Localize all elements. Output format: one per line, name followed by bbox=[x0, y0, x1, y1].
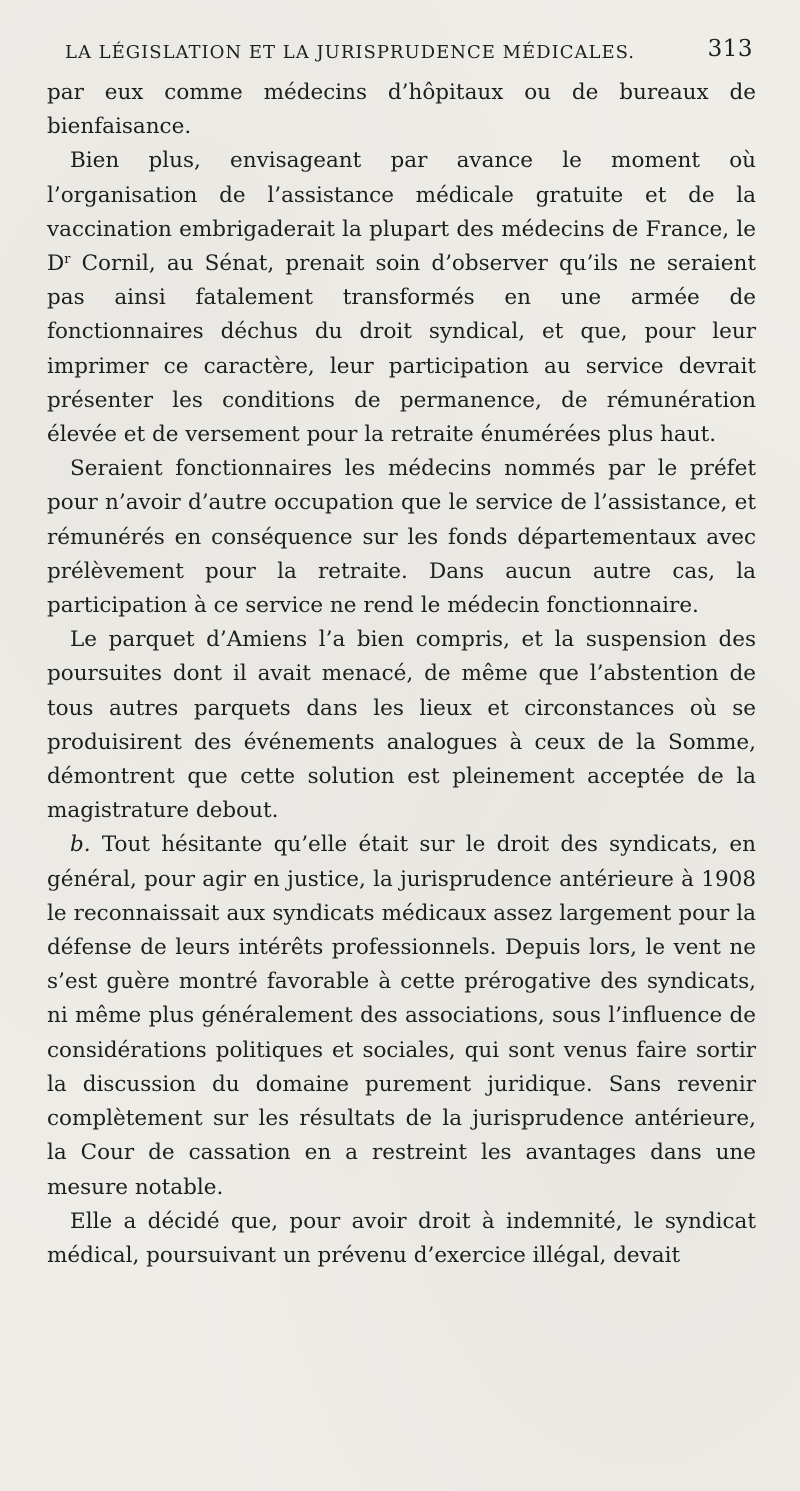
paragraph-text: Cornil, au Sénat, prenait soin d’observer qu’ils ne seraient pas ainsi fatalement transformés en une armée de fonctionnaires déchus du droit syndical, et que, pour leur imprimer ce caractère, leur participation au service devrait présenter les conditions de permanence, de rémunération élevée et de versement pour la retraite énumérées plus haut. bbox=[47, 251, 756, 448]
superscript: r bbox=[64, 252, 71, 268]
paragraph bbox=[47, 828, 756, 1204]
running-head bbox=[65, 36, 753, 66]
paragraph: Seraient fonctionnaires les médecins nommés par le préfet pour n’avoir d’autre occupation que le service de l’assistance, et rémunérés en conséquence sur les fonds départementaux avec prélèvement pour la retraite. Dans aucun autre cas, la participation à ce service ne rend le médecin fonctionnaire. bbox=[47, 456, 756, 619]
paragraph: par eux comme médecins d’hôpitaux ou de bureaux de bienfaisance. bbox=[47, 80, 756, 140]
paragraph: Le parquet d’Amiens l’a bien compris, et la suspension des poursuites dont il avait menacé, de même que l’abstention de tous autres parquets dans les lieux et circonstances où se produisirent des événements analogues à ceux de la Somme, démontrent que cette solution est pleinement acceptée de la magistrature debout. bbox=[47, 627, 756, 824]
paragraph-text: Tout hésitante qu’elle était sur le droit des syndicats, en général, pour agir en justice, la jurisprudence antérieure à 1908 le reconnaissait aux syndicats médicaux assez largement pour la défense de leurs intérêts professionnels. Depuis lors, le vent ne s’est guère montré favorable à cette prérogative des syndicats, ni même plus généralement des associations, sous l’influence de considérations politiques et sociales, qui sont venus faire sortir la discussion du domaine purement juridique. Sans revenir complètement sur les résultats de la jurisprudence antérieure, la Cour de cassation en a restreint les avantages dans une mesure notable. bbox=[47, 832, 756, 1200]
paragraph bbox=[47, 144, 756, 452]
body-text bbox=[47, 76, 756, 1273]
paragraph-text: Bien plus, envisageant par avance le moment où l’organisation de l’assistance médicale gratuite et de la vaccination embrigaderait la plupart des médecins de France, le D bbox=[47, 148, 756, 277]
page-number: 313 bbox=[707, 36, 753, 62]
paragraph: Elle a décidé que, pour avoir droit à indemnité, le syndicat médical, poursuivant un prévenu d’exercice illégal, devait bbox=[47, 1208, 756, 1268]
running-title: LA LÉGISLATION ET LA JURISPRUDENCE MÉDICALES. bbox=[65, 42, 635, 63]
list-marker: b. bbox=[70, 832, 91, 858]
